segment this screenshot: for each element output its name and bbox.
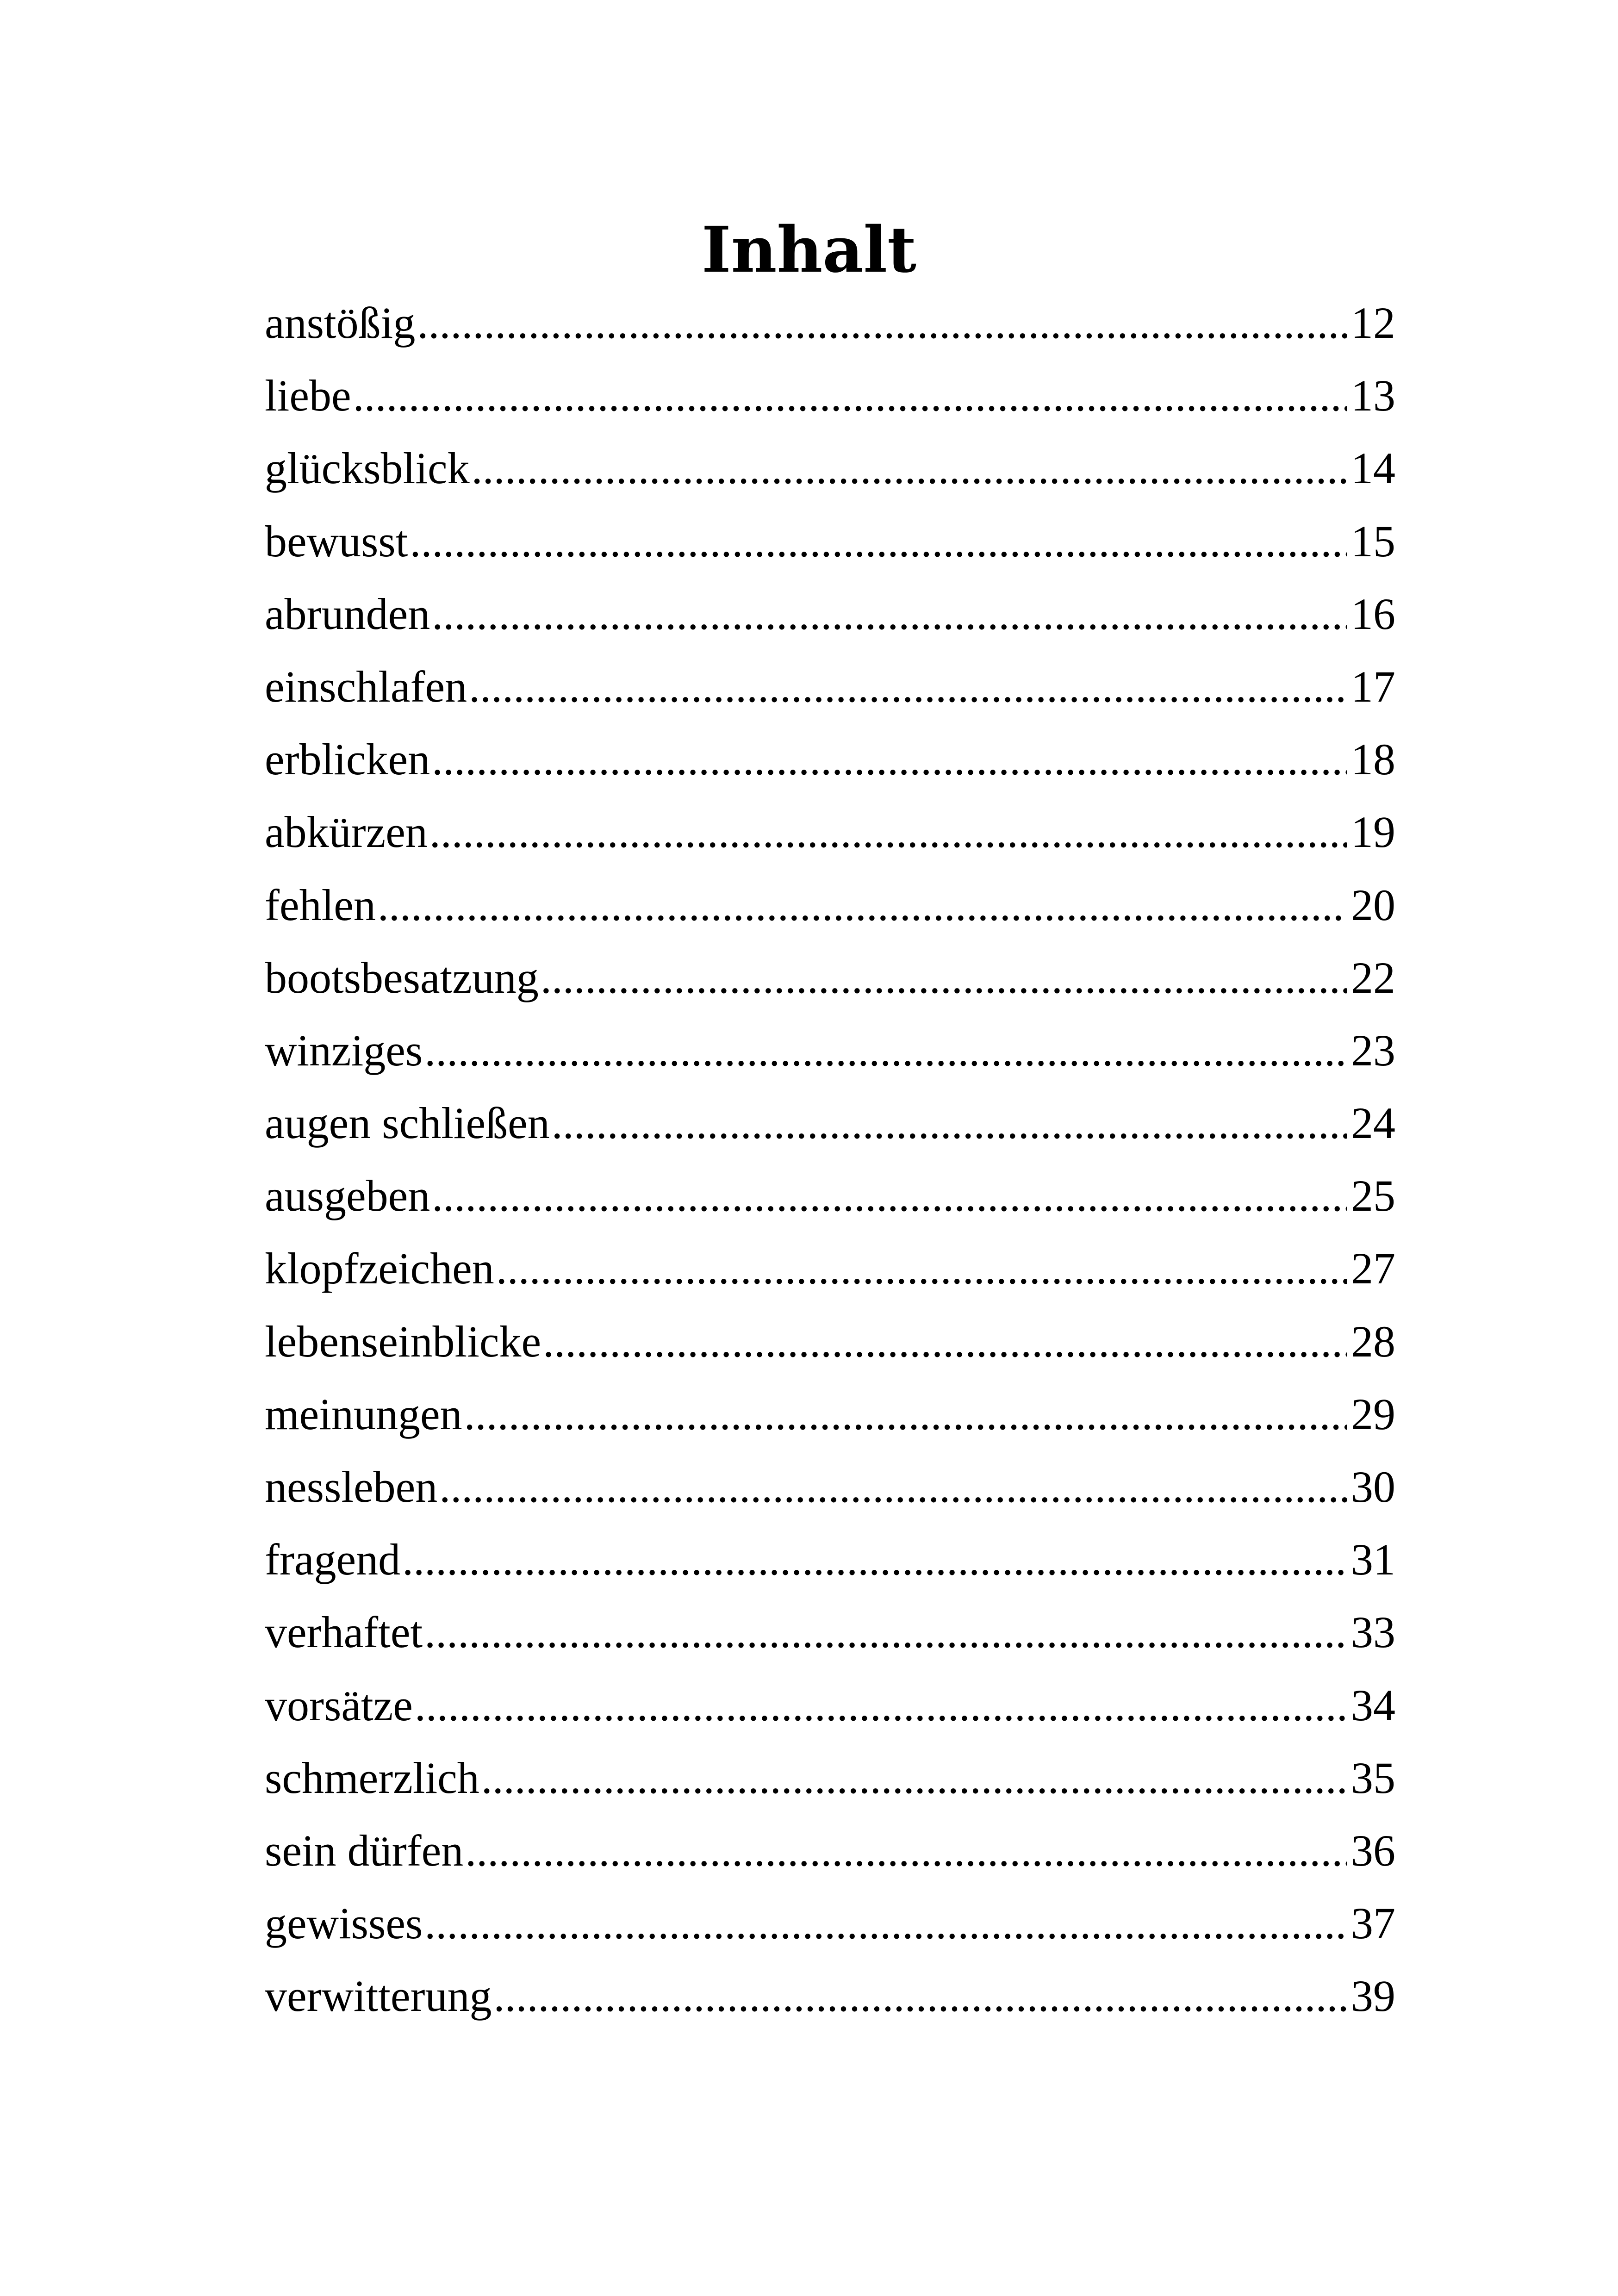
dot-leader: [429, 796, 1347, 868]
dot-leader: [481, 1742, 1347, 1814]
dot-leader: [552, 1087, 1347, 1159]
toc-entry: [265, 1378, 1395, 1450]
toc-page-number: 33: [1351, 1607, 1395, 1657]
toc-page-number: 13: [1351, 371, 1395, 421]
toc-entry-title: winziges: [265, 1025, 423, 1075]
dot-leader: [378, 869, 1347, 941]
dot-leader: [439, 1450, 1347, 1523]
dot-leader: [464, 1378, 1347, 1450]
toc-entry: [265, 1596, 1395, 1668]
toc-entry-title: einschlafen: [265, 661, 467, 711]
toc-entry: [265, 1014, 1395, 1087]
toc-entry-title: klopfzeichen: [265, 1244, 494, 1294]
toc-entry: [265, 286, 1395, 359]
toc-page-number: 39: [1351, 1971, 1395, 2021]
toc-entry: [265, 505, 1395, 578]
dot-leader: [424, 1887, 1347, 1960]
toc-page-number: 24: [1351, 1098, 1395, 1148]
dot-leader: [353, 359, 1347, 432]
toc-entry: [265, 1742, 1395, 1814]
dot-leader: [432, 1159, 1347, 1232]
toc-page-number: 14: [1351, 443, 1395, 493]
toc-entry: [265, 1960, 1395, 2032]
toc-entry: [265, 1232, 1395, 1305]
toc-entry: [265, 1523, 1395, 1596]
toc-entry: [265, 359, 1395, 432]
toc-page-number: 30: [1351, 1462, 1395, 1512]
toc-page-number: 17: [1351, 661, 1395, 711]
toc-page-number: 29: [1351, 1389, 1395, 1439]
toc-page-number: 27: [1351, 1244, 1395, 1294]
toc-entry-title: schmerzlich: [265, 1753, 479, 1803]
toc-page-number: 22: [1351, 952, 1395, 1002]
dot-leader: [465, 1814, 1347, 1887]
toc-page-number: 25: [1351, 1171, 1395, 1221]
toc-entry: [265, 578, 1395, 650]
toc-entry-title: nessleben: [265, 1462, 438, 1512]
toc-entry: [265, 432, 1395, 504]
toc-page-number: 37: [1351, 1898, 1395, 1948]
dot-leader: [472, 432, 1347, 504]
toc-entry: [265, 1159, 1395, 1232]
toc-entry-title: abkürzen: [265, 807, 428, 857]
dot-leader: [541, 941, 1347, 1014]
toc-entry-title: ausgeben: [265, 1171, 430, 1221]
toc-entry: [265, 650, 1395, 723]
toc-entry: [265, 1305, 1395, 1378]
dot-leader: [432, 578, 1347, 650]
toc-entry: [265, 1669, 1395, 1742]
toc-page-number: 31: [1351, 1535, 1395, 1585]
toc-list: [265, 286, 1395, 2033]
toc-page-number: 35: [1351, 1753, 1395, 1803]
toc-page-number: 15: [1351, 516, 1395, 566]
dot-leader: [543, 1305, 1347, 1378]
dot-leader: [494, 1960, 1348, 2032]
toc-entry: [265, 723, 1395, 796]
toc-page-number: 36: [1351, 1825, 1395, 1875]
toc-entry: [265, 1450, 1395, 1523]
dot-leader: [402, 1523, 1347, 1596]
toc-entry-title: meinungen: [265, 1389, 462, 1439]
toc-page-number: 23: [1351, 1025, 1395, 1075]
dot-leader: [469, 650, 1347, 723]
toc-entry: [265, 1814, 1395, 1887]
toc-entry-title: fragend: [265, 1535, 401, 1585]
toc-entry: [265, 796, 1395, 868]
dot-leader: [496, 1232, 1347, 1305]
toc-entry-title: abrunden: [265, 589, 430, 639]
toc-title: Inhalt: [702, 213, 916, 287]
toc-entry-title: glücksblick: [265, 443, 470, 493]
toc-entry-title: verwitterung: [265, 1971, 492, 2021]
toc-entry: [265, 941, 1395, 1014]
dot-leader: [424, 1014, 1347, 1087]
toc-entry-title: bewusst: [265, 516, 408, 566]
toc-entry-title: augen schließen: [265, 1098, 550, 1148]
dot-leader: [432, 723, 1347, 796]
toc-entry: [265, 1887, 1395, 1960]
toc-entry: [265, 1087, 1395, 1159]
toc-entry-title: anstößig: [265, 298, 416, 348]
dot-leader: [410, 505, 1347, 578]
toc-page-number: 16: [1351, 589, 1395, 639]
dot-leader: [415, 1669, 1347, 1742]
dot-leader: [424, 1596, 1347, 1668]
toc-entry-title: verhaftet: [265, 1607, 423, 1657]
toc-page-number: 28: [1351, 1316, 1395, 1366]
toc-entry-title: vorsätze: [265, 1680, 413, 1730]
toc-entry-title: bootsbesatzung: [265, 952, 539, 1002]
toc-page-number: 19: [1351, 807, 1395, 857]
toc-entry-title: lebenseinblicke: [265, 1316, 541, 1366]
toc-page-number: 20: [1351, 880, 1395, 930]
toc-entry-title: liebe: [265, 371, 351, 421]
toc-page-number: 18: [1351, 734, 1395, 784]
toc-entry-title: sein dürfen: [265, 1825, 464, 1875]
toc-entry: [265, 869, 1395, 941]
toc-page-number: 34: [1351, 1680, 1395, 1730]
toc-entry-title: erblicken: [265, 734, 430, 784]
toc-entry-title: gewisses: [265, 1898, 423, 1948]
dot-leader: [417, 286, 1347, 359]
toc-entry-title: fehlen: [265, 880, 376, 930]
toc-page-number: 12: [1351, 298, 1395, 348]
